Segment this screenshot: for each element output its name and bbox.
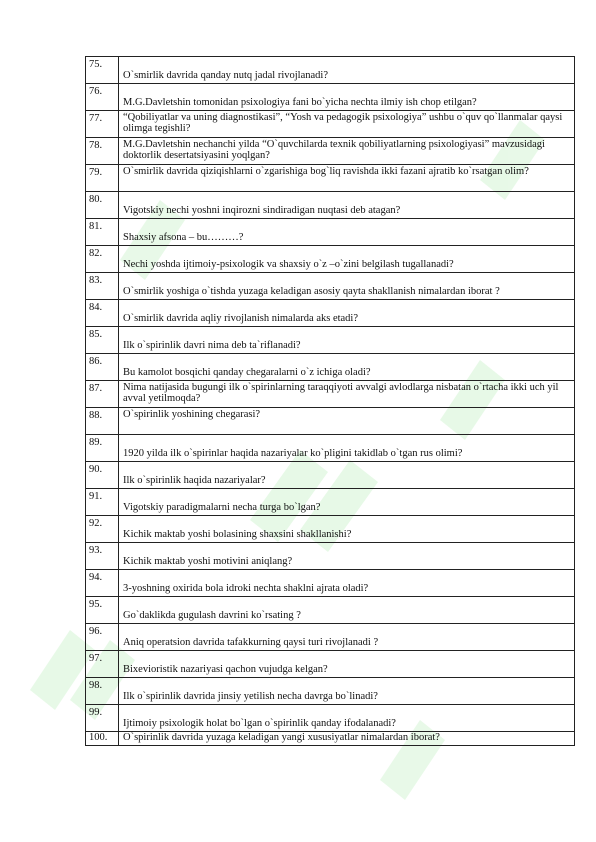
question-number: 78. [86, 138, 119, 165]
question-number: 93. [86, 543, 119, 570]
table-row [86, 516, 575, 543]
table-row [86, 84, 575, 111]
table-row [86, 570, 575, 597]
question-number: 79. [86, 165, 119, 192]
question-text: O`smirlik yoshiga o`tishda yuzaga keladigan asosiy qayta shakllanish nimalardan iborat ? [119, 273, 575, 300]
question-text: Kichik maktab yoshi motivini aniqlang? [119, 543, 575, 570]
table-row [86, 624, 575, 651]
question-number: 96. [86, 624, 119, 651]
question-text: Nechi yoshda ijtimoiy-psixologik va shaxsiy o`z –o`zini belgilash tugallanadi? [119, 246, 575, 273]
table-row [86, 111, 575, 138]
question-text: Ilk o`spirinlik haqida nazariyalar? [119, 462, 575, 489]
table-row [86, 138, 575, 165]
question-text: O`smirlik davrida aqliy rivojlanish nimalarda aks etadi? [119, 300, 575, 327]
table-row [86, 327, 575, 354]
table-row [86, 57, 575, 84]
question-text: Ilk o`spirinlik davrida jinsiy yetilish necha davrga bo`linadi? [119, 678, 575, 705]
table-row [86, 732, 575, 746]
question-number: 90. [86, 462, 119, 489]
question-text: Kichik maktab yoshi bolasining shaxsini shakllanishi? [119, 516, 575, 543]
question-text: O`smirlik davrida qanday nutq jadal rivojlanadi? [119, 57, 575, 84]
question-number: 95. [86, 597, 119, 624]
table-row [86, 408, 575, 435]
question-number: 82. [86, 246, 119, 273]
table-row [86, 678, 575, 705]
question-number: 100. [86, 732, 119, 746]
question-text: Ilk o`spirinlik davri nima deb ta`riflanadi? [119, 327, 575, 354]
table-row [86, 192, 575, 219]
table-row [86, 543, 575, 570]
question-text: O`spirinlik yoshining chegarasi? [119, 408, 575, 435]
question-number: 84. [86, 300, 119, 327]
question-text: Vigotskiy paradigmalarni necha turga bo`lgan? [119, 489, 575, 516]
question-number: 97. [86, 651, 119, 678]
question-text: Bixevioristik nazariyasi qachon vujudga kelgan? [119, 651, 575, 678]
question-text: M.G.Davletshin nechanchi yilda “O`quvchilarda texnik qobiliyatlarning psixologiyasi” mavzusidagi doktorlik desertatsiyasini yoqlgan? [119, 138, 575, 165]
question-number: 98. [86, 678, 119, 705]
question-text: M.G.Davletshin tomonidan psixologiya fani bo`yicha nechta ilmiy ish chop etilgan? [119, 84, 575, 111]
question-text: 3-yoshning oxirida bola idroki nechta shaklni ajrata oladi? [119, 570, 575, 597]
table-row [86, 381, 575, 408]
question-text: Go`daklikda gugulash davrini ko`rsating ? [119, 597, 575, 624]
question-text: “Qobiliyatlar va uning diagnostikasi”, “Yosh va pedagogik psixologiya” ushbu o`quv qo`llanmalar qaysi olimga tegishli? [119, 111, 575, 138]
question-number: 89. [86, 435, 119, 462]
question-number: 76. [86, 84, 119, 111]
question-number: 80. [86, 192, 119, 219]
table-row [86, 165, 575, 192]
question-text: Vigotskiy nechi yoshni inqirozni sindiradigan nuqtasi deb atagan? [119, 192, 575, 219]
table-row [86, 651, 575, 678]
question-text: Shaxsiy afsona – bu………? [119, 219, 575, 246]
question-text: O`smirlik davrida qiziqishlarni o`zgarishiga bog`liq ravishda ikki fazani ajratib ko`rsatgan olim? [119, 165, 575, 192]
question-number: 92. [86, 516, 119, 543]
table-row [86, 219, 575, 246]
question-number: 86. [86, 354, 119, 381]
question-number: 88. [86, 408, 119, 435]
question-number: 91. [86, 489, 119, 516]
table-row [86, 705, 575, 732]
question-number: 81. [86, 219, 119, 246]
question-text: Ijtimoiy psixologik holat bo`lgan o`spirinlik qanday ifodalanadi? [119, 705, 575, 732]
question-number: 83. [86, 273, 119, 300]
question-number: 85. [86, 327, 119, 354]
questions-table [85, 56, 575, 746]
question-text: O`spirinlik davrida yuzaga keladigan yangi xususiyatlar nimalardan iborat? [119, 732, 575, 746]
question-number: 77. [86, 111, 119, 138]
table-row [86, 462, 575, 489]
question-number: 94. [86, 570, 119, 597]
question-number: 75. [86, 57, 119, 84]
question-text: 1920 yilda ilk o`spirinlar haqida nazariyalar ko`pligini takidlab o`tgan rus olimi? [119, 435, 575, 462]
table-row [86, 489, 575, 516]
question-number: 87. [86, 381, 119, 408]
question-text: Bu kamolot bosqichi qanday chegaralarni o`z ichiga oladi? [119, 354, 575, 381]
table-row [86, 246, 575, 273]
table-row [86, 435, 575, 462]
question-text: Aniq operatsion davrida tafakkurning qaysi turi rivojlanadi ? [119, 624, 575, 651]
table-row [86, 300, 575, 327]
question-text: Nima natijasida bugungi ilk o`spirinlarning taraqqiyoti avvalgi avlodlarga nisbatan o`rtacha ikki uch yil avval yetilmoqda? [119, 381, 575, 408]
question-number: 99. [86, 705, 119, 732]
table-row [86, 354, 575, 381]
table-row [86, 597, 575, 624]
table-row [86, 273, 575, 300]
